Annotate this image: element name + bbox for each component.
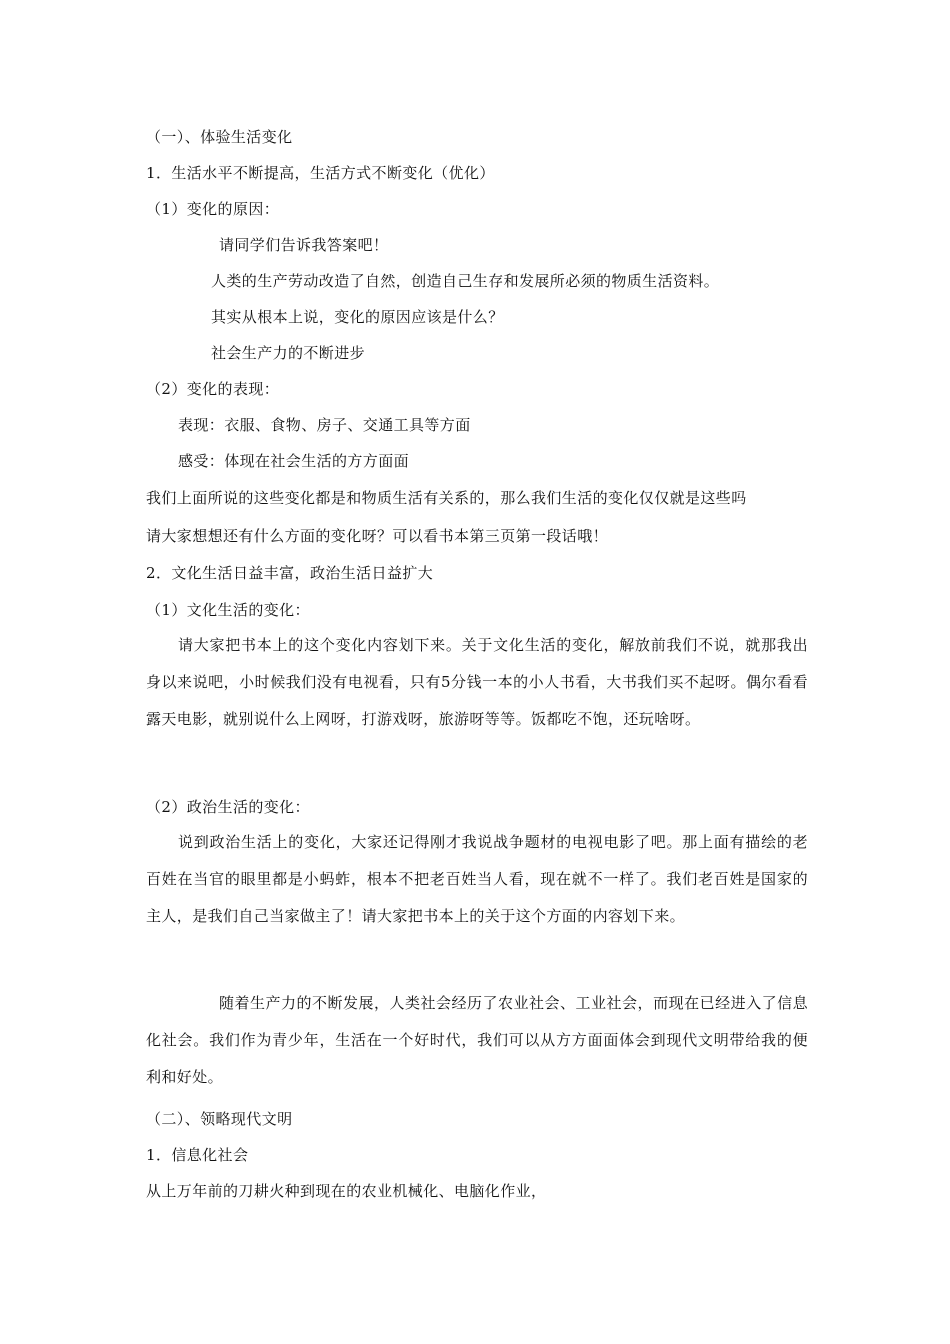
subheading-manifestation: （2）变化的表现： [146, 380, 280, 398]
feeling-text: 感受：体现在社会生活的方方面面 [178, 452, 410, 470]
answer-root-cause: 社会生产力的不断进步 [211, 344, 366, 362]
answer-text: 人类的生产劳动改造了自然，创造自己生存和发展所必须的物质生活资料。 [211, 272, 720, 290]
question-answer-prompt: 请同学们告诉我答案吧！ [219, 236, 389, 254]
information-society-text: 从上万年前的刀耕火种到现在的农业机械化、电脑化作业， [146, 1182, 547, 1200]
transition-line-1: 我们上面所说的这些变化都是和物质生活有关系的，那么我们生活的变化仅仅就是这些吗 [146, 489, 747, 507]
item-heading-1: 1．生活水平不断提高，生活方式不断变化（优化） [146, 164, 495, 182]
subheading-politics: （2）政治生活的变化： [146, 798, 310, 816]
question-root-cause: 其实从根本上说，变化的原因应该是什么？ [211, 308, 504, 326]
subheading-reasons: （1）变化的原因： [146, 200, 280, 218]
item-heading-2: 2．文化生活日益丰富，政治生活日益扩大 [146, 564, 434, 582]
manifestation-text: 表现：衣服、食物、房子、交通工具等方面 [178, 416, 471, 434]
transition-line-2: 请大家想想还有什么方面的变化呀？可以看书本第三页第一段话哦！ [146, 527, 609, 545]
section-heading-2: （二）、领略现代文明 [146, 1110, 293, 1128]
item-heading-information-society: 1．信息化社会 [146, 1146, 249, 1164]
section-heading-1: （一）、体验生活变化 [146, 128, 293, 146]
culture-paragraph: 请大家把书本上的这个变化内容划下来。关于文化生活的变化，解放前我们不说，就那我出身以来说吧，小时候我们没有电视看，只有5分钱一本的小人书看，大书我们买不起呀。偶尔看看露天电影，就别说什么上网呀，打游戏呀，旅游呀等等。饭都吃不饱，还玩啥呀。 [146, 636, 808, 728]
subheading-culture: （1）文化生活的变化： [146, 601, 310, 619]
politics-paragraph: 说到政治生活上的变化，大家还记得刚才我说战争题材的电视电影了吧。那上面有描绘的老百姓在当官的眼里都是小蚂蚱，根本不把老百姓当人看，现在就不一样了。我们老百姓是国家的主人，是我们自己当家做主了！请大家把书本上的关于这个方面的内容划下来。 [146, 833, 808, 925]
summary-paragraph: 随着生产力的不断发展，人类社会经历了农业社会、工业社会，而现在已经进入了信息化社会。我们作为青少年，生活在一个好时代，我们可以从方方面面体会到现代文明带给我的便利和好处。 [146, 994, 808, 1086]
